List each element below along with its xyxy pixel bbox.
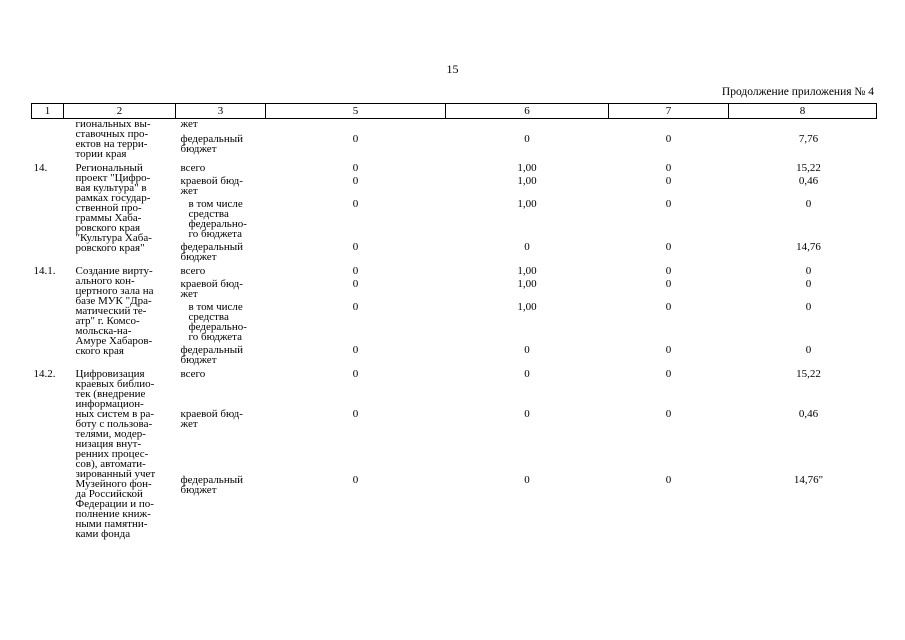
value-col-7: 0 — [665, 175, 672, 187]
value-col-5: 0 — [352, 133, 359, 146]
value-col-5: 0 — [352, 368, 359, 380]
header-cell: 8 — [729, 104, 877, 119]
budget-table — [31, 103, 877, 539]
appendix-caption: Продолжение приложения № 4 — [721, 86, 874, 98]
value-col-8: 0,46 — [798, 175, 819, 187]
row-title: гиональных вы- ставочных про- ектов на терри- тории края — [75, 118, 151, 160]
funding-source: жет — [180, 118, 198, 130]
funding-source: краевой бюд- жет — [180, 278, 243, 300]
funding-source: краевой бюд- жет — [180, 407, 243, 430]
row-title: Создание вирту- ального кон- цертного зала на базе МУК "Дра- матический те- атр" г. Комсо- мольска-на- Амуре Хабаров- ского края — [75, 265, 154, 357]
value-col-6: 0 — [524, 368, 530, 380]
value-col-6: 1,00 — [517, 162, 537, 174]
row-number: 14.1. — [33, 265, 56, 277]
funding-source: всего — [180, 162, 206, 174]
value-col-8: 0 — [805, 278, 812, 290]
row-title: Региональный проект "Цифро- вая культура" в рамках государ- ственной про- граммы Хаба- ровского края "Культура Хаба- ровского края" — [75, 162, 152, 254]
value-col-5: 0 — [352, 344, 359, 356]
value-col-8: 15,22 — [796, 162, 821, 174]
value-col-6: 1,00 — [517, 278, 537, 290]
value-col-7: 0 — [665, 344, 672, 356]
funding-source: федеральный бюджет — [180, 474, 243, 497]
value-col-6: 0 — [524, 241, 530, 253]
value-col-6 — [446, 119, 609, 132]
value-col-7 — [609, 119, 729, 132]
value-col-6: 1,00 — [517, 265, 537, 277]
value-col-5: 0 — [352, 265, 359, 277]
value-col-5: 0 — [352, 162, 359, 174]
value-col-5: 0 — [352, 241, 359, 253]
value-col-6: 0 — [524, 344, 530, 356]
value-col-7: 0 — [665, 265, 672, 277]
value-col-7: 0 — [665, 133, 672, 146]
funding-source: федеральный бюджет — [180, 344, 243, 366]
value-col-8 — [729, 119, 877, 132]
value-col-8: 14,76" — [793, 474, 824, 487]
value-col-5: 0 — [352, 474, 359, 487]
value-col-5 — [266, 119, 446, 132]
value-col-7: 0 — [665, 474, 672, 487]
value-col-6: 1,00 — [517, 301, 537, 313]
value-col-5: 0 — [352, 301, 359, 313]
header-cell: 1 — [32, 104, 64, 119]
value-col-5: 0 — [352, 175, 359, 187]
value-col-8: 0 — [805, 301, 812, 313]
header-row — [32, 104, 877, 119]
funding-source: федеральный бюджет — [180, 241, 243, 263]
row-number — [32, 119, 64, 160]
value-col-6: 0 — [524, 133, 530, 146]
table-row — [32, 262, 877, 276]
value-col-7: 0 — [665, 301, 672, 313]
table-row — [32, 159, 877, 173]
value-col-6: 1,00 — [517, 175, 537, 187]
funding-source: в том числе средства федерально- го бюджета — [188, 301, 247, 343]
page-number: 15 — [446, 62, 459, 76]
value-col-7: 0 — [665, 241, 672, 253]
table-row — [32, 365, 877, 406]
funding-source: всего — [180, 265, 206, 277]
value-col-8: 0 — [805, 265, 812, 277]
funding-source: краевой бюд- жет — [180, 175, 243, 197]
value-col-7: 0 — [665, 278, 672, 290]
header-cell: 6 — [446, 104, 609, 119]
table-body — [32, 119, 877, 540]
value-col-5: 0 — [352, 198, 359, 210]
value-col-7: 0 — [665, 162, 672, 174]
row-number: 14.2. — [33, 368, 56, 380]
value-col-8: 0,46 — [798, 407, 819, 420]
value-col-8: 0 — [805, 344, 812, 356]
value-col-5: 0 — [352, 407, 359, 420]
value-col-7: 0 — [665, 198, 672, 210]
funding-source: в том числе средства федерально- го бюджета — [188, 198, 247, 240]
table-row — [32, 119, 877, 132]
row-number: 14. — [33, 162, 48, 174]
value-col-7: 0 — [665, 407, 672, 420]
header-cell: 7 — [609, 104, 729, 119]
value-col-6: 0 — [524, 407, 530, 420]
value-col-8: 14,76 — [796, 241, 821, 253]
row-title: Цифровизация краевых библио- тек (внедрение информацион- ных систем в ра- боту с пользова- телями, модер- низация внут- ренних процес- сов), автомати- зированный учет Музейного фон- да Российской Федерации и по- полнение книж- ными памятни- ками фонда — [75, 368, 156, 540]
value-col-7: 0 — [665, 368, 672, 380]
header-cell: 2 — [64, 104, 176, 119]
value-col-8: 15,22 — [796, 368, 821, 380]
value-col-8: 0 — [805, 198, 812, 210]
header-cell: 3 — [176, 104, 266, 119]
value-col-6: 1,00 — [517, 198, 537, 210]
value-col-6: 0 — [524, 474, 530, 487]
value-col-8: 7,76 — [798, 133, 819, 146]
header-cell: 5 — [266, 104, 446, 119]
value-col-5: 0 — [352, 278, 359, 290]
funding-source: всего — [180, 368, 206, 380]
funding-source: федеральный бюджет — [180, 133, 243, 156]
